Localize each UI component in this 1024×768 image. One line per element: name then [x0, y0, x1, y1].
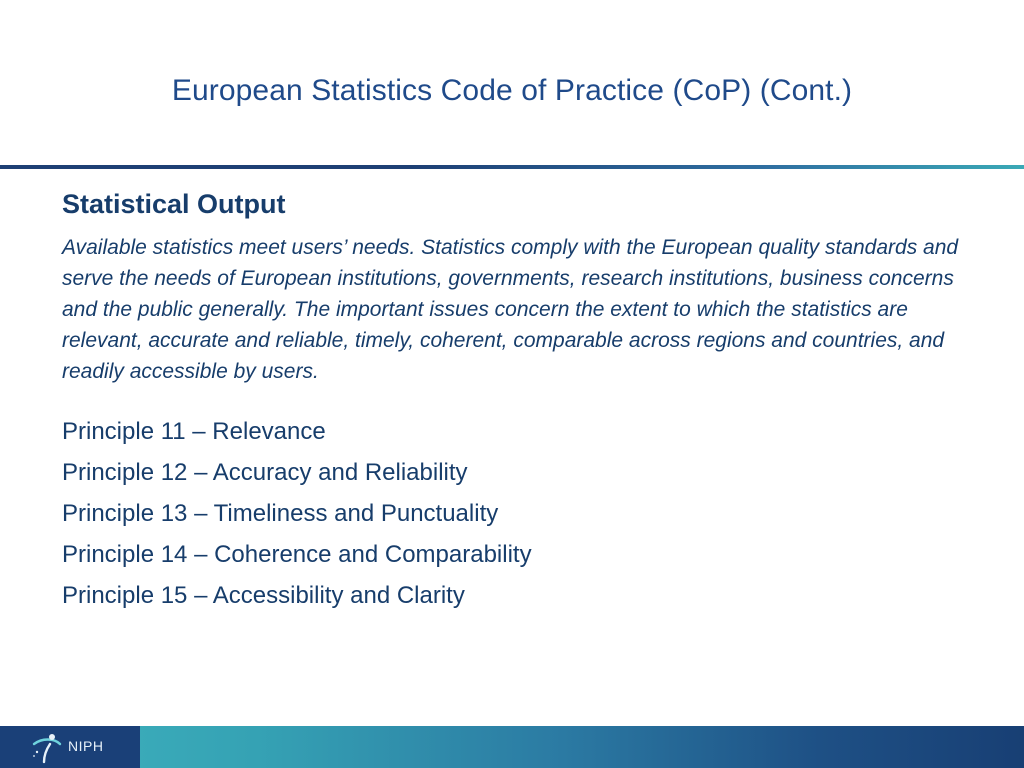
principle-item: Principle 11 – Relevance [62, 418, 326, 445]
title-divider [0, 165, 1024, 169]
slide-body [62, 186, 962, 616]
principle-item: Principle 13 – Timeliness and Punctuality [62, 500, 499, 527]
principle-item: Principle 15 – Accessibility and Clarity [62, 582, 465, 609]
section-description: Available statistics meet users’ needs. Statistics comply with the European quality standards and serve the needs of European institutions, governments, research institutions, business concerns and the public generally. The important issues concern the extent to which the statistics are relevant, accurate and reliable, timely, coherent, comparable across regions and countries, and readily accessible by users. [62, 236, 959, 383]
footer-bar [0, 726, 1024, 768]
principle-item: Principle 14 – Coherence and Comparability [62, 541, 532, 568]
footer-logo [0, 726, 140, 768]
principles-list [62, 411, 962, 616]
section-heading: Statistical Output [62, 189, 286, 219]
niph-logo-icon [28, 732, 64, 764]
footer-logo-text: NIPH [68, 738, 104, 754]
slide-title: European Statistics Code of Practice (CoP) (Cont.) [171, 74, 853, 107]
principle-item: Principle 12 – Accuracy and Reliability [62, 459, 468, 486]
